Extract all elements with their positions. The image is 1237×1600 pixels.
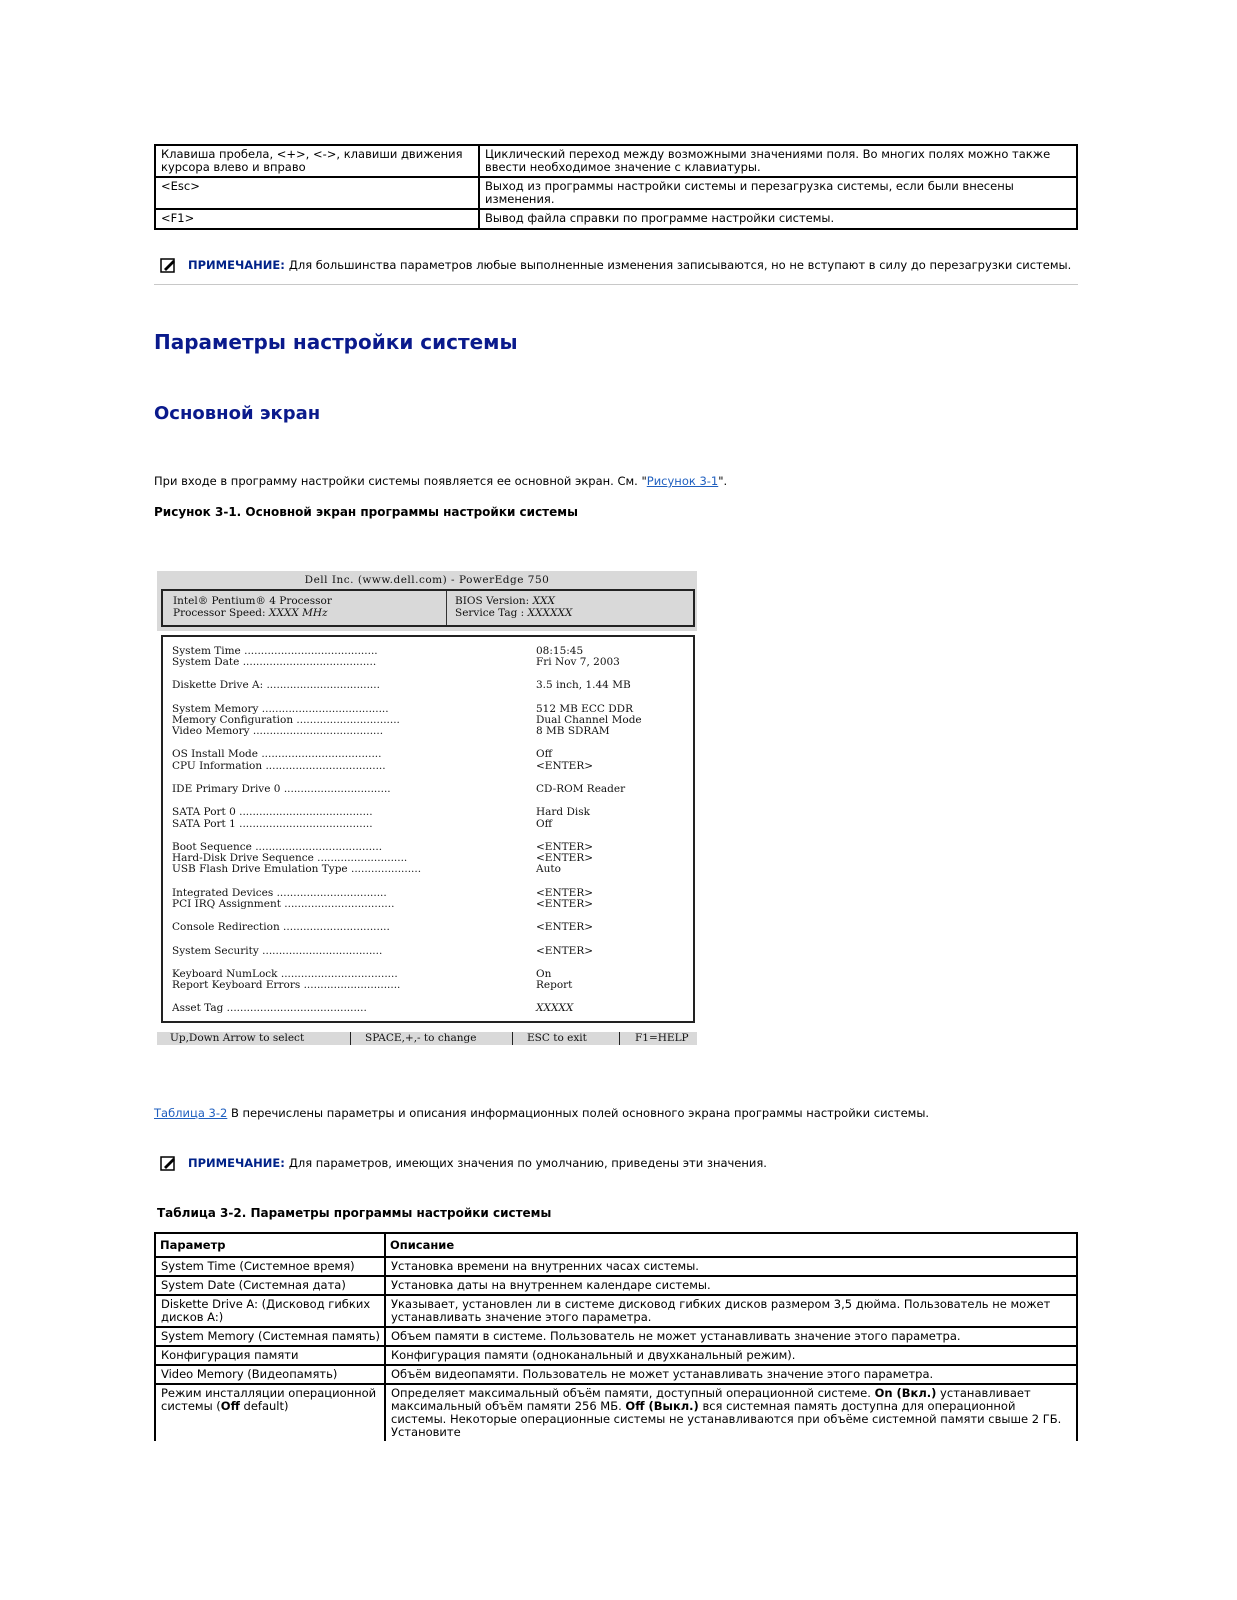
note-text: Для большинства параметров любые выполненные изменения записываются, но не вступают в силу до перезагрузки системы. xyxy=(288,258,1072,272)
note-2 xyxy=(160,1155,767,1171)
divider xyxy=(154,284,1078,285)
bios-row-console-redirection: Console Redirection ................................ <ENTER> xyxy=(172,921,594,933)
param-cell: Diskette Drive A: (Дисковод гибких дисков A:) xyxy=(155,1295,385,1327)
table-row xyxy=(155,209,1077,229)
desc-cell: Объем памяти в системе. Пользователь не может устанавливать значение этого параметра. xyxy=(385,1327,1077,1346)
column-header: Описание xyxy=(385,1233,1077,1257)
table-row xyxy=(155,1346,1077,1365)
table-row xyxy=(155,145,1077,177)
desc-cell: Выход из программы настройки системы и перезагрузка системы, если были внесены изменения. xyxy=(479,177,1077,209)
table-reference-paragraph xyxy=(154,1106,929,1120)
bios-row-system-security: System Security .................................... <ENTER> xyxy=(172,945,594,957)
note-text: Для параметров, имеющих значения по умолчанию, приведены эти значения. xyxy=(288,1156,767,1170)
bios-row-ide-primary: IDE Primary Drive 0 ................................ CD-ROM Reader xyxy=(172,783,626,795)
bios-settings-list xyxy=(161,635,695,1023)
footer-separator xyxy=(512,1032,513,1045)
footer-separator xyxy=(619,1032,620,1045)
key-cell: Клавиша пробела, <+>, <->, клавиши движения курсора влево и вправо xyxy=(155,145,479,177)
param-cell: System Memory (Системная память) xyxy=(155,1327,385,1346)
bios-version: BIOS Version: XXX xyxy=(455,595,556,607)
bios-row-sata-1: SATA Port 1 ........................................ Off xyxy=(172,818,553,830)
bios-row-system-memory: System Memory ...................................... 512 MB ECC DDR xyxy=(172,703,633,715)
bios-row-usb-emulation: USB Flash Drive Emulation Type ..................... Auto xyxy=(172,863,561,875)
bios-processor-info xyxy=(173,595,332,619)
param-cell: Режим инсталляции операционной системы (Off default) xyxy=(155,1384,385,1441)
processor-name: Intel® Pentium® 4 Processor xyxy=(173,595,332,607)
table-row xyxy=(155,1384,1077,1441)
bios-row-system-date: System Date ........................................ Fri Nov 7, 2003 xyxy=(172,656,620,668)
bios-row-os-install: OS Install Mode .................................... Off xyxy=(172,748,553,760)
desc-cell: Вывод файла справки по программе настройки системы. xyxy=(479,209,1077,229)
bios-row-hdd-sequence: Hard-Disk Drive Sequence ........................... <ENTER> xyxy=(172,852,594,864)
note-1 xyxy=(160,257,1071,273)
bios-row-memory-config: Memory Configuration ............................... Dual Channel Mode xyxy=(172,714,642,726)
bios-row-asset-tag: Asset Tag .......................................... XXXXX xyxy=(172,1002,574,1014)
table-row xyxy=(155,1327,1077,1346)
bios-header xyxy=(157,571,697,631)
bios-row-numlock: Keyboard NumLock ................................... On xyxy=(172,968,552,980)
table-row xyxy=(155,1295,1077,1327)
note-label: ПРИМЕЧАНИЕ: xyxy=(188,258,285,272)
bios-row-sata-0: SATA Port 0 ........................................ Hard Disk xyxy=(172,806,591,818)
table-row xyxy=(155,1365,1077,1384)
intro-text-end: ". xyxy=(718,474,728,488)
intro-text: При входе в программу настройки системы появляется ее основной экран. См. " xyxy=(154,474,647,488)
table-row xyxy=(155,177,1077,209)
table-reference-text: В перечислены параметры и описания информационных полей основного экрана программы настройки системы. xyxy=(227,1106,930,1120)
note-pencil-icon xyxy=(160,257,176,273)
desc-cell: Циклический переход между возможными значениями поля. Во многих полях можно также ввести необходимое значение с клавиатуры. xyxy=(479,145,1077,177)
bios-row-video-memory: Video Memory ....................................... 8 MB SDRAM xyxy=(172,725,610,737)
figure-caption: Рисунок 3-1. Основной экран программы настройки системы xyxy=(154,505,578,519)
subsection-heading: Основной экран xyxy=(154,403,321,424)
parameters-table xyxy=(154,1232,1078,1441)
bios-row-diskette: Diskette Drive A: .................................. 3.5 inch, 1.44 MB xyxy=(172,679,631,691)
table-row xyxy=(155,1257,1077,1276)
bios-row-boot-sequence: Boot Sequence ...................................... <ENTER> xyxy=(172,841,594,853)
desc-cell: Установка даты на внутреннем календаре системы. xyxy=(385,1276,1077,1295)
bios-row-keyboard-errors: Report Keyboard Errors ............................. Report xyxy=(172,979,573,991)
bios-info-divider xyxy=(446,591,447,625)
service-tag: Service Tag : XXXXXX xyxy=(455,607,573,619)
section-heading: Параметры настройки системы xyxy=(154,330,518,354)
table-caption: Таблица 3-2. Параметры программы настройки системы xyxy=(157,1206,552,1220)
bios-footer xyxy=(157,1032,697,1045)
desc-cell: Объём видеопамяти. Пользователь не может устанавливать значение этого параметра. xyxy=(385,1365,1077,1384)
table-row xyxy=(155,1276,1077,1295)
bios-row-integrated-devices: Integrated Devices ................................. <ENTER> xyxy=(172,887,594,899)
footer-separator xyxy=(350,1032,351,1045)
key-cell: <Esc> xyxy=(155,177,479,209)
bios-row-system-time: System Time ........................................ 08:15:45 xyxy=(172,645,584,657)
bios-title: Dell Inc. (www.dell.com) - PowerEdge 750 xyxy=(304,574,550,586)
param-cell: System Time (Системное время) xyxy=(155,1257,385,1276)
table-header-row xyxy=(155,1233,1077,1257)
footer-hint-exit: ESC to exit xyxy=(527,1032,587,1044)
key-cell: <F1> xyxy=(155,209,479,229)
note-pencil-icon xyxy=(160,1155,176,1171)
footer-hint-select: Up,Down Arrow to select xyxy=(170,1032,305,1044)
desc-cell: Указывает, установлен ли в системе дисковод гибких дисков размером 3,5 дюйма. Пользователь не может устанавливать значение этого параметра. xyxy=(385,1295,1077,1327)
bios-row-cpu-info: CPU Information .................................... <ENTER> xyxy=(172,760,594,772)
footer-hint-change: SPACE,+,- to change xyxy=(365,1032,477,1044)
param-cell: System Date (Системная дата) xyxy=(155,1276,385,1295)
bios-info-box xyxy=(161,589,695,627)
note-label: ПРИМЕЧАНИЕ: xyxy=(188,1156,285,1170)
bios-version-info xyxy=(455,595,572,619)
desc-cell: Определяет максимальный объём памяти, доступный операционной системе. On (Вкл.) устанавливает максимальный объём памяти 256 МБ. Off (Выкл.) вся системная память доступна для операционной системы. Некоторые операционные системы не устанавливаются при объёме системной памяти свыше 2 ГБ. Установите xyxy=(385,1384,1077,1441)
keys-table xyxy=(154,144,1078,230)
footer-hint-help: F1=HELP xyxy=(635,1032,689,1044)
bios-screen-figure xyxy=(157,571,697,1046)
processor-speed: Processor Speed: XXXX MHz xyxy=(173,607,328,619)
desc-cell: Установка времени на внутренних часах системы. xyxy=(385,1257,1077,1276)
param-cell: Video Memory (Видеопамять) xyxy=(155,1365,385,1384)
param-cell: Конфигурация памяти xyxy=(155,1346,385,1365)
figure-link[interactable]: Рисунок 3-1 xyxy=(646,474,719,488)
bios-row-pci-irq: PCI IRQ Assignment ................................. <ENTER> xyxy=(172,898,594,910)
intro-paragraph xyxy=(154,474,727,488)
desc-cell: Конфигурация памяти (одноканальный и двухканальный режим). xyxy=(385,1346,1077,1365)
column-header: Параметр xyxy=(155,1233,385,1257)
table-link[interactable]: Таблица 3-2 xyxy=(154,1106,228,1120)
